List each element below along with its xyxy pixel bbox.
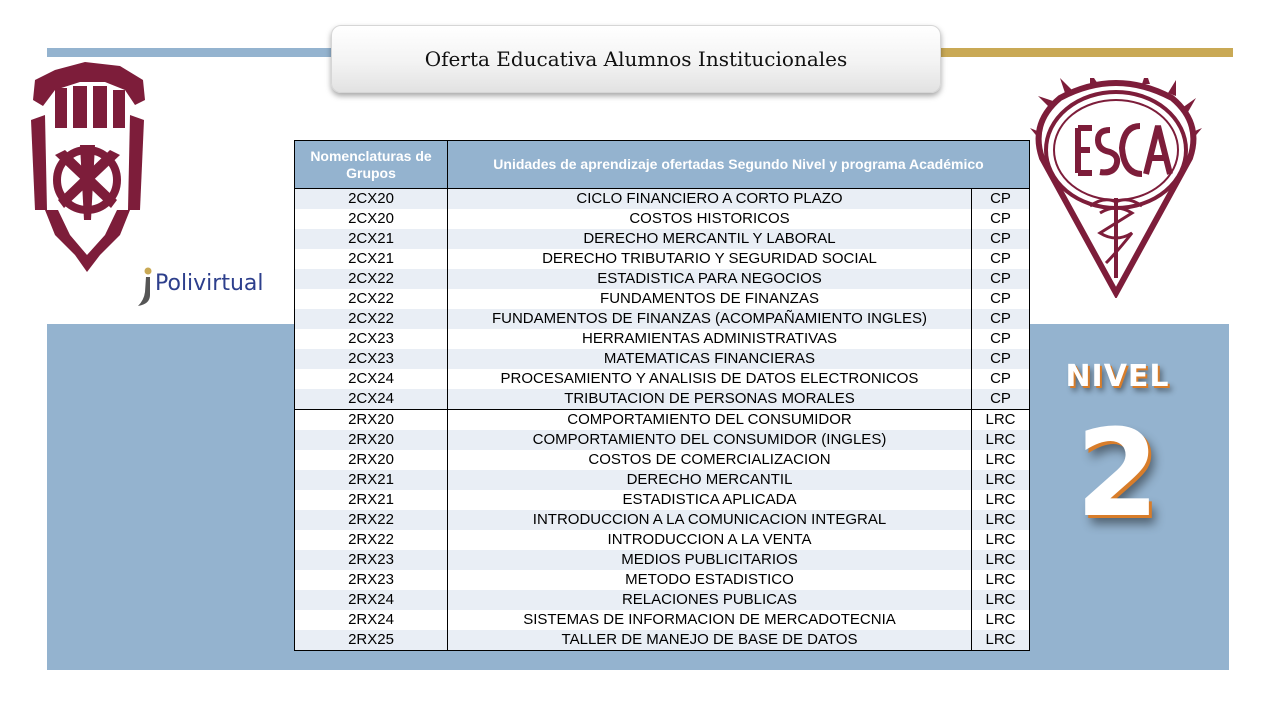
table-row (295, 369, 1030, 389)
program-cell: LRC (972, 490, 1030, 510)
table-row (295, 610, 1030, 630)
program-cell: LRC (972, 590, 1030, 610)
group-cell: 2RX20 (295, 450, 448, 470)
unit-cell: COMPORTAMIENTO DEL CONSUMIDOR (INGLES) (448, 430, 972, 450)
program-cell: CP (972, 389, 1030, 410)
table-row (295, 329, 1030, 349)
group-cell: 2RX21 (295, 490, 448, 510)
unit-cell: DERECHO MERCANTIL Y LABORAL (448, 229, 972, 249)
program-cell: LRC (972, 550, 1030, 570)
unit-cell: INTRODUCCION A LA VENTA (448, 530, 972, 550)
program-cell: CP (972, 229, 1030, 249)
page-title: Oferta Educativa Alumnos Institucionales (331, 25, 941, 93)
table-row (295, 590, 1030, 610)
table-body (295, 189, 1030, 651)
unit-cell: METODO ESTADISTICO (448, 570, 972, 590)
group-cell: 2CX21 (295, 249, 448, 269)
table-row (295, 630, 1030, 651)
polivirtual-label: Polivirtual (155, 271, 264, 296)
table-row (295, 349, 1030, 369)
table-row (295, 309, 1030, 329)
group-cell: 2RX22 (295, 510, 448, 530)
header-units: Unidades de aprendizaje ofertadas Segundo Nivel y programa Académico (448, 141, 1030, 189)
program-cell: CP (972, 289, 1030, 309)
table-row (295, 209, 1030, 229)
program-cell: LRC (972, 450, 1030, 470)
unit-cell: TALLER DE MANEJO DE BASE DE DATOS (448, 630, 972, 651)
table-row (295, 229, 1030, 249)
group-cell: 2RX21 (295, 470, 448, 490)
group-cell: 2RX24 (295, 610, 448, 630)
table-row (295, 269, 1030, 289)
program-cell: LRC (972, 570, 1030, 590)
table-row (295, 530, 1030, 550)
level-word: NIVEL (1065, 359, 1170, 394)
program-cell: LRC (972, 630, 1030, 651)
group-cell: 2RX24 (295, 590, 448, 610)
unit-cell: ESTADISTICA APLICADA (448, 490, 972, 510)
unit-cell: COSTOS HISTORICOS (448, 209, 972, 229)
unit-cell: DERECHO MERCANTIL (448, 470, 972, 490)
program-cell: LRC (972, 610, 1030, 630)
unit-cell: FUNDAMENTOS DE FINANZAS (448, 289, 972, 309)
group-cell: 2RX23 (295, 570, 448, 590)
program-cell: CP (972, 249, 1030, 269)
group-cell: 2RX22 (295, 530, 448, 550)
unit-cell: CICLO FINANCIERO A CORTO PLAZO (448, 189, 972, 210)
group-cell: 2CX21 (295, 229, 448, 249)
table-row (295, 410, 1030, 431)
program-cell: LRC (972, 410, 1030, 431)
ipn-shield-icon (25, 60, 150, 275)
group-cell: 2RX20 (295, 410, 448, 431)
unit-cell: DERECHO TRIBUTARIO Y SEGURIDAD SOCIAL (448, 249, 972, 269)
program-cell: LRC (972, 430, 1030, 450)
unit-cell: MEDIOS PUBLICITARIOS (448, 550, 972, 570)
group-cell: 2CX22 (295, 289, 448, 309)
table-row (295, 450, 1030, 470)
group-cell: 2CX20 (295, 209, 448, 229)
header-groups: Nomenclaturas de Grupos (295, 141, 448, 189)
unit-cell: HERRAMIENTAS ADMINISTRATIVAS (448, 329, 972, 349)
group-cell: 2CX24 (295, 369, 448, 389)
program-cell: CP (972, 309, 1030, 329)
group-cell: 2RX23 (295, 550, 448, 570)
esca-shield-icon (1030, 78, 1202, 298)
program-cell: CP (972, 189, 1030, 210)
program-cell: CP (972, 369, 1030, 389)
header-band-left (47, 48, 337, 57)
table-row (295, 249, 1030, 269)
unit-cell: SISTEMAS DE INFORMACION DE MERCADOTECNIA (448, 610, 972, 630)
table-row (295, 550, 1030, 570)
group-cell: 2RX20 (295, 430, 448, 450)
level-number: 2 (1075, 405, 1160, 544)
unit-cell: TRIBUTACION DE PERSONAS MORALES (448, 389, 972, 410)
header-band-right (938, 48, 1233, 57)
table-row (295, 470, 1030, 490)
group-cell: 2CX24 (295, 389, 448, 410)
program-cell: LRC (972, 470, 1030, 490)
table-row (295, 289, 1030, 309)
table-row (295, 389, 1030, 410)
table-row (295, 189, 1030, 210)
unit-cell: FUNDAMENTOS DE FINANZAS (ACOMPAÑAMIENTO INGLES) (448, 309, 972, 329)
group-cell: 2CX23 (295, 349, 448, 369)
group-cell: 2CX22 (295, 309, 448, 329)
group-cell: 2CX23 (295, 329, 448, 349)
program-cell: CP (972, 349, 1030, 369)
unit-cell: INTRODUCCION A LA COMUNICACION INTEGRAL (448, 510, 972, 530)
unit-cell: ESTADISTICA PARA NEGOCIOS (448, 269, 972, 289)
offer-table (294, 140, 1029, 651)
program-cell: CP (972, 209, 1030, 229)
program-cell: LRC (972, 530, 1030, 550)
program-cell: CP (972, 329, 1030, 349)
group-cell: 2CX20 (295, 189, 448, 210)
table-row (295, 490, 1030, 510)
program-cell: CP (972, 269, 1030, 289)
table-row (295, 570, 1030, 590)
table-row (295, 510, 1030, 530)
program-cell: LRC (972, 510, 1030, 530)
table-row (295, 430, 1030, 450)
unit-cell: RELACIONES PUBLICAS (448, 590, 972, 610)
unit-cell: MATEMATICAS FINANCIERAS (448, 349, 972, 369)
unit-cell: COMPORTAMIENTO DEL CONSUMIDOR (448, 410, 972, 431)
unit-cell: COSTOS DE COMERCIALIZACION (448, 450, 972, 470)
table-header-row (295, 141, 1030, 189)
group-cell: 2RX25 (295, 630, 448, 651)
unit-cell: PROCESAMIENTO Y ANALISIS DE DATOS ELECTRONICOS (448, 369, 972, 389)
group-cell: 2CX22 (295, 269, 448, 289)
